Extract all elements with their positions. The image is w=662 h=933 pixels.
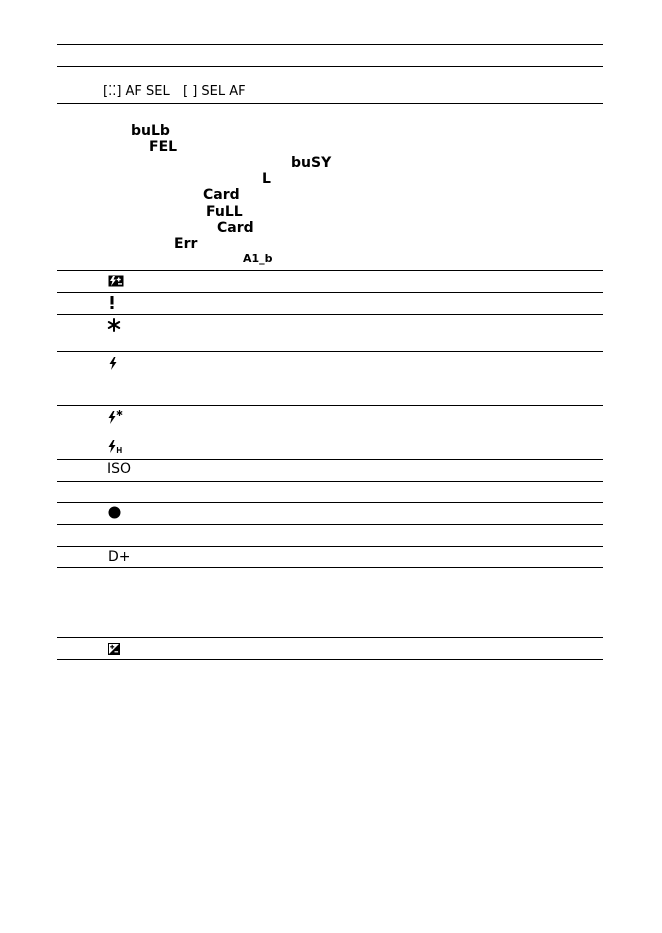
rule-top: [57, 44, 603, 45]
exclamation-icon: [109, 296, 115, 309]
rule-3: [57, 103, 603, 104]
exposure-compensation-icon: [108, 643, 120, 655]
l-message: L: [262, 171, 271, 187]
rule-bottom: [57, 659, 603, 660]
rule-12: [57, 524, 603, 525]
rule-2: [57, 66, 603, 67]
busy-message: buSY: [291, 155, 332, 171]
high-speed-sync-icon: [108, 440, 123, 453]
af-zone-select-label: [⁚⁚] AF SEL: [103, 84, 170, 99]
flash-bolt-icon: [109, 357, 117, 370]
highlight-tone-priority-label: D+: [108, 549, 131, 565]
bulb-message: buLb: [131, 123, 170, 139]
card-message-2: Card: [217, 220, 254, 236]
af-single-select-label: [ ] SEL AF: [183, 84, 246, 99]
rule-6: [57, 314, 603, 315]
err-message: Err: [174, 236, 198, 252]
focus-confirmation-dot-icon: [108, 506, 121, 519]
rule-7: [57, 351, 603, 352]
rule-15: [57, 637, 603, 638]
iso-label: ISO: [107, 461, 132, 477]
rule-8: [57, 405, 603, 406]
rule-4: [57, 270, 603, 271]
rule-9: [57, 459, 603, 460]
rule-10: [57, 481, 603, 482]
card-message-1: Card: [203, 187, 240, 203]
flash-exposure-compensation-icon: [108, 275, 124, 287]
flash-exposure-lock-icon: [108, 410, 123, 424]
asterisk-ae-lock-icon: [107, 318, 121, 332]
a1b-message: A1_b: [243, 252, 273, 265]
rule-14: [57, 567, 603, 568]
fel-message: FEL: [149, 139, 178, 155]
rule-13: [57, 546, 603, 547]
rule-5: [57, 292, 603, 293]
full-message: FuLL: [206, 204, 243, 220]
rule-11: [57, 502, 603, 503]
